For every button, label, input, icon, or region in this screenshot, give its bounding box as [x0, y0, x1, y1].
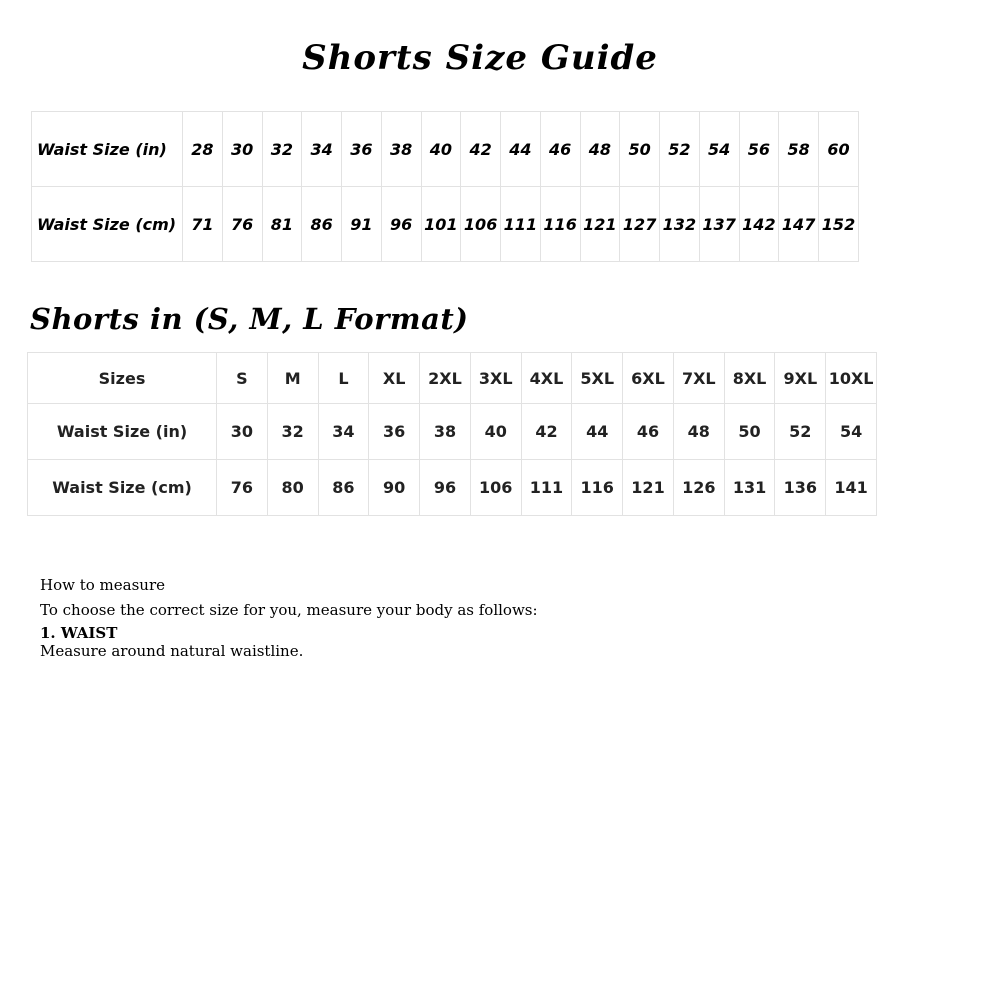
size-cell: 3XL [470, 353, 521, 404]
waist-in-cell: 36 [369, 404, 420, 460]
waist-in-cell: 32 [262, 112, 302, 187]
waist-cm-cell: 127 [620, 187, 660, 262]
waist-cm-cell: 96 [381, 187, 421, 262]
waist-in-cell: 38 [420, 404, 471, 460]
waist-cm-cell: 152 [819, 187, 859, 262]
size-cell: 5XL [572, 353, 623, 404]
waist-in-cell: 52 [660, 112, 700, 187]
table-row-inches [28, 404, 877, 460]
howto-intro: To choose the correct size for you, measure your body as follows: [40, 601, 538, 619]
waist-cm-cell: 86 [318, 460, 369, 516]
section-title: Shorts in (S, M, L Format) [30, 302, 469, 336]
waist-cm-cell: 142 [739, 187, 779, 262]
row-label: Waist Size (in) [32, 112, 183, 187]
waist-in-cell: 30 [222, 112, 262, 187]
waist-in-cell: 50 [620, 112, 660, 187]
size-cell: 9XL [775, 353, 826, 404]
measure-instructions [40, 576, 538, 660]
waist-in-cell: 30 [217, 404, 268, 460]
size-cell: 8XL [724, 353, 775, 404]
size-cell: S [217, 353, 268, 404]
waist-cm-cell: 131 [724, 460, 775, 516]
waist-cm-cell: 126 [673, 460, 724, 516]
waist-in-cell: 54 [826, 404, 877, 460]
howto-heading: How to measure [40, 576, 165, 594]
waist-in-cell: 50 [724, 404, 775, 460]
waist-in-cell: 40 [470, 404, 521, 460]
waist-in-cell: 42 [461, 112, 501, 187]
size-cell: 4XL [521, 353, 572, 404]
size-cell: 6XL [623, 353, 674, 404]
size-cell: L [318, 353, 369, 404]
waist-in-cell: 60 [819, 112, 859, 187]
waist-in-cell: 48 [673, 404, 724, 460]
table-row-cm [28, 460, 877, 516]
waist-in-cell: 44 [572, 404, 623, 460]
size-cell: 2XL [420, 353, 471, 404]
row-label: Waist Size (in) [28, 404, 217, 460]
table-row-cm [32, 187, 859, 262]
size-cell: M [267, 353, 318, 404]
waist-cm-cell: 71 [183, 187, 223, 262]
waist-cm-cell: 90 [369, 460, 420, 516]
waist-cm-cell: 121 [623, 460, 674, 516]
waist-cm-cell: 121 [580, 187, 620, 262]
waist-cm-cell: 132 [660, 187, 700, 262]
waist-cm-cell: 141 [826, 460, 877, 516]
waist-in-cell: 46 [623, 404, 674, 460]
waist-in-cell: 58 [779, 112, 819, 187]
waist-size-table [31, 111, 859, 262]
waist-cm-cell: 91 [342, 187, 382, 262]
waist-in-cell: 56 [739, 112, 779, 187]
waist-cm-cell: 101 [421, 187, 461, 262]
table-row-inches [32, 112, 859, 187]
waist-cm-cell: 116 [572, 460, 623, 516]
waist-in-cell: 48 [580, 112, 620, 187]
waist-cm-cell: 111 [501, 187, 541, 262]
waist-in-cell: 38 [381, 112, 421, 187]
waist-cm-cell: 106 [470, 460, 521, 516]
page-title: Shorts Size Guide [302, 38, 658, 78]
waist-cm-cell: 76 [217, 460, 268, 516]
waist-in-cell: 44 [501, 112, 541, 187]
waist-cm-cell: 106 [461, 187, 501, 262]
waist-in-cell: 40 [421, 112, 461, 187]
size-cell: XL [369, 353, 420, 404]
waist-in-cell: 28 [183, 112, 223, 187]
waist-cm-cell: 116 [540, 187, 580, 262]
waist-cm-cell: 136 [775, 460, 826, 516]
waist-in-cell: 34 [302, 112, 342, 187]
letter-size-table [27, 352, 877, 516]
row-label: Waist Size (cm) [32, 187, 183, 262]
waist-cm-cell: 111 [521, 460, 572, 516]
waist-cm-cell: 80 [267, 460, 318, 516]
waist-in-cell: 46 [540, 112, 580, 187]
size-cell: 10XL [826, 353, 877, 404]
step-title: 1. WAIST [40, 624, 118, 642]
waist-cm-cell: 96 [420, 460, 471, 516]
waist-cm-cell: 81 [262, 187, 302, 262]
waist-in-cell: 42 [521, 404, 572, 460]
waist-in-cell: 34 [318, 404, 369, 460]
waist-cm-cell: 147 [779, 187, 819, 262]
waist-in-cell: 52 [775, 404, 826, 460]
waist-in-cell: 32 [267, 404, 318, 460]
table-row-sizes [28, 353, 877, 404]
size-cell: 7XL [673, 353, 724, 404]
waist-cm-cell: 137 [699, 187, 739, 262]
step-text: Measure around natural waistline. [40, 642, 304, 660]
waist-in-cell: 36 [342, 112, 382, 187]
waist-cm-cell: 76 [222, 187, 262, 262]
row-label: Sizes [28, 353, 217, 404]
waist-in-cell: 54 [699, 112, 739, 187]
waist-cm-cell: 86 [302, 187, 342, 262]
row-label: Waist Size (cm) [28, 460, 217, 516]
